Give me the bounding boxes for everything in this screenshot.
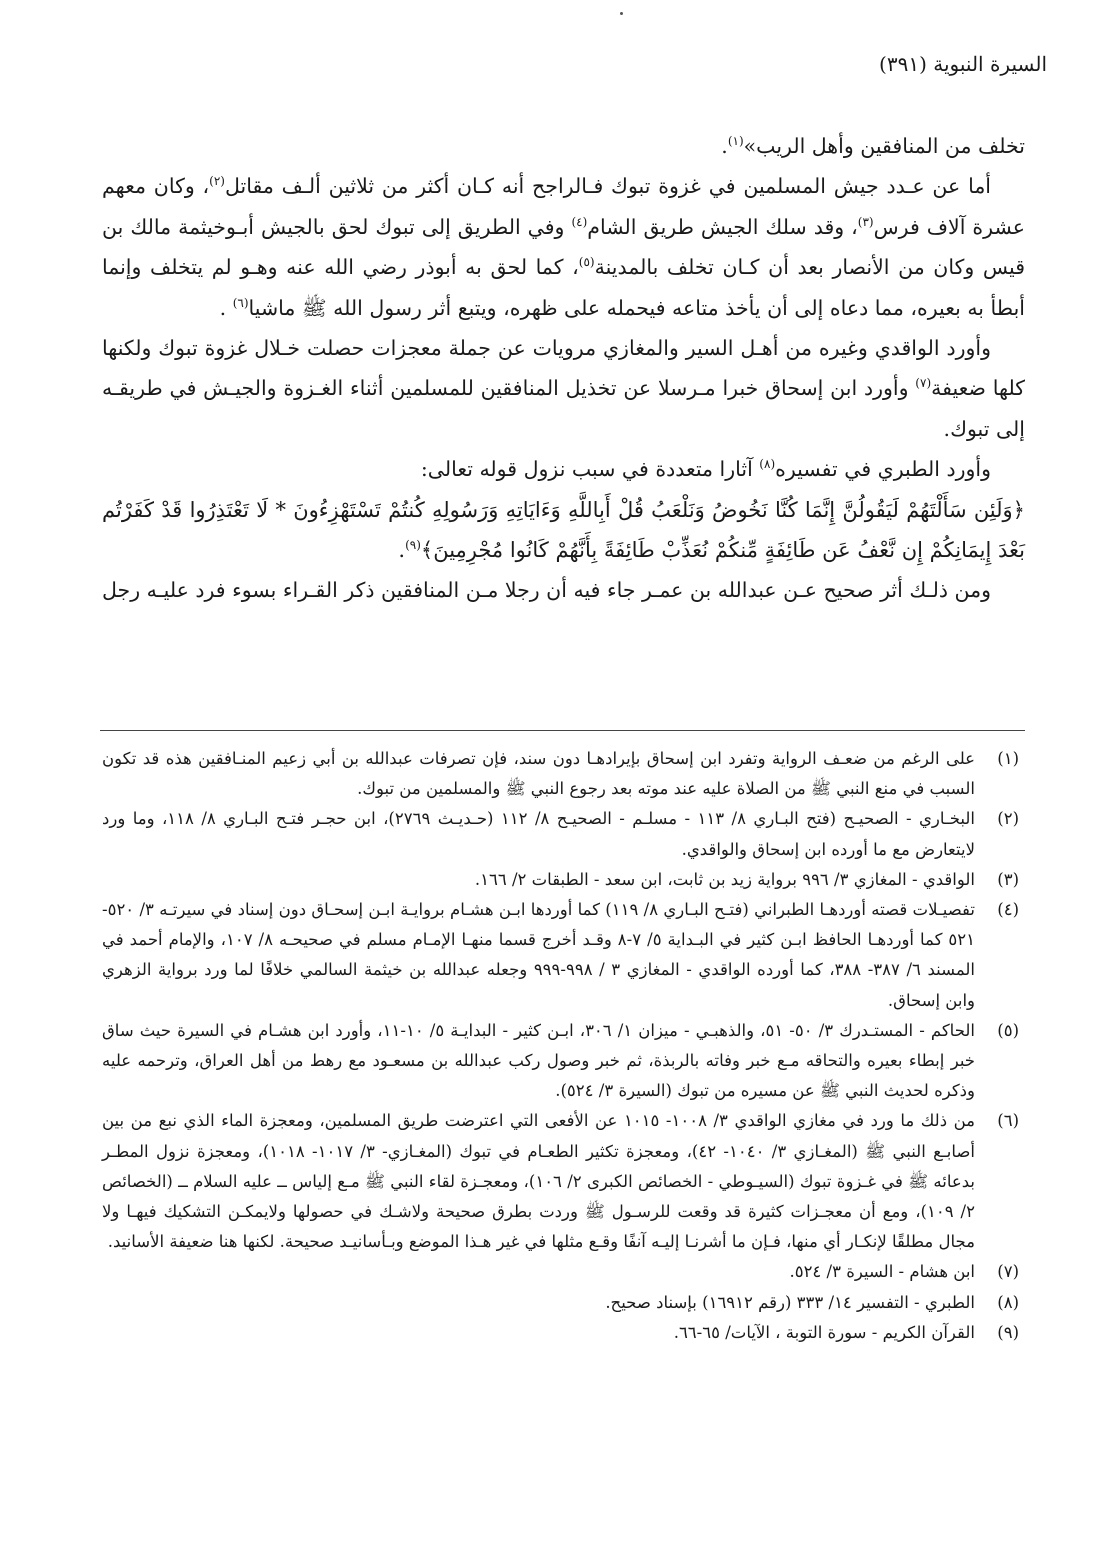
footnote-number: (٧) [997,1262,1019,1282]
footnote-ref[interactable]: (٦) [232,295,249,310]
footnote-text: الواقدي - المغازي ٣/ ٩٩٦ برواية زيد بن ثابت، ابن سعد - الطبقات ٢/ ١٦٦. [474,869,975,889]
running-header: السيرة النبوية (٣٩١) [879,52,1047,76]
paragraph-5: ومن ذلـك أثر صحيح عـن عبدالله بن عمـر جاء فيه أن رجلا مـن المنافقين ذكر القـراء بسوء فرد عليـه رجل [102,578,991,603]
footnote-ref[interactable]: (٢) [209,174,225,189]
footnote-text: القرآن الكريم - سورة التوبة ، الآيات/ ٦٥-٦٦. [673,1322,975,1342]
footnote-text: من ذلك ما ورد في مغازي الواقدي ٣/ ١٠٠٨- ١٠١٥ عن الأفعى التي اعترضت طريق المسلمين، ومعجزة الماء الذي نبع من بين أصابـع النبي ﷺ (المغـازي ٣/ ١٠٤٠- ٤٢)، ومعجزة تكثير الطعـام في تبوك (المغـازي- ٣/ ١٠١٧- ١٠١٨)، ومعجزة نزول المطـر بدعائه ﷺ في غـزوة تبوك (السيـوطي - الخصائص الكبرى ٢/ ١٠٦)، ومعجـزة لقاء النبي ﷺ مـع إلياس ــ عليه السلام ــ (الخصائص ٢/ ١٠٩)، ومع أن معجـزات كثيرة قد وقعت للرسـول ﷺ وردت بطرق صحيحة ولاشـك في حصولها ولايمكـن التشكيك فيهـا ولا مجال مطلقًا لإنكـار أي منها، فـإن ما أشرنـا إليـه آنفًا وقـع مثلها في غير هـذا الموضع وبـأسانيـد صحيحة. لكنها هنا ضعيفة الأسانيد. [102,1111,975,1252]
footnote-ref[interactable]: (٨) [759,457,776,472]
footnote-number: (٩) [997,1322,1019,1342]
footnote-text: على الرغم من ضعـف الرواية وتفرد ابن إسحاق بإيرادهـا دون سند، فإن تصرفات عبدالله بن أبي زعيم المنـافقين هذه قد تكون السبب في منع النبي ﷺ من الصلاة عليه عند موته بعد رجوع النبي ﷺ والمسلمين من تبوك. [102,749,975,799]
quran-verse: ﴿وَلَئِن سَأَلْتَهُمْ لَيَقُولُنَّ إِنَّمَا كُنَّا نَخُوضُ وَنَلْعَبُ قُلْ أَبِاللَّهِ وَءَايَاتِهِ وَرَسُولِهِ كُنتُمْ تَسْتَهْزِءُونَ * لَا تَعْتَذِرُوا قَدْ كَفَرْتُم بَعْدَ إِيمَانِكُمْ إِن نَّعْفُ عَن طَائِفَةٍ مِّنكُمْ نُعَذِّبْ طَائِفَةً بِأَنَّهُمْ كَانُوا مُجْرِمِينَ﴾$^{(٩)}$. [102,497,1025,563]
page-speck [620,12,623,15]
footnote-number: (٣) [997,869,1019,889]
footnote-8 [102,1288,1025,1318]
footnote-2 [102,804,1025,864]
footnote-ref[interactable]: (٣) [857,214,874,229]
footnote-5 [102,1016,1025,1107]
paragraph-4: وأورد الطبري في تفسيره$^{(٨)}$ آثارا متعددة في سبب نزول قوله تعالى: [420,457,991,482]
footnote-text: تفصيـلات قصته أوردهـا الطبراني (فتـح البـاري ٨/ ١١٩) كما أوردها ابـن هشـام بروايـة ابـن إسحـاق دون إسناد في سيرتـه ٣/ ٥٢٠- ٥٢١ كما أوردهـا الحافظ ابـن كثير في البـداية ٥/ ٧-٨ وقـد أخرج قسما منهـا الإمـام مسلم في صحيحـه ٨/ ١٠٧، والإمام أحمد في المسند ٦/ ٣٨٧- ٣٨٨، كما أورده الواقدي - المغازي ٣ / ٩٩٨-٩٩٩ وجعله عبدالله بن خيثمة السالمي خلافًا لما ورد برواية الزهري وابن إسحاق. [102,900,976,1010]
footnote-number: (٢) [997,809,1019,829]
footnote-7 [102,1257,1025,1287]
footnote-text: الحاكم - المستـدرك ٣/ ٥٠- ٥١، والذهبـي - ميزان ١/ ٣٠٦، ابـن كثير - البدايـة ٥/ ١٠-١١، وأورد ابن هشـام في السيرة حيث ساق خبر إبطاء بعيره والتحاقه مـع خبر وفاته بالربذة، ثم خبر وصول ركب عبدالله بن مسعـود مع رهط من أهل العراق، وترحمه عليه وذكره لحديث النبي ﷺ عن مسيره من تبوك (السيرة ٣/ ٥٢٤). [102,1020,975,1101]
footnote-6 [102,1106,1025,1257]
footnote-number: (٤) [997,900,1019,920]
paragraph-2: أما عن عـدد جيش المسلمين في غزوة تبوك فـالراجح أنه كـان أكثر من ثلاثين ألـف مقاتل$^{(٢)}$، وكان معهم عشرة آلاف فرس$^{(٣)}$، وقد سلك الجيش طريق الشام$^{(٤)}$ وفي الطريق إلى تبوك لحق بالجيش أبـوخيثمة مالك بن قيس وكان من الأنصار بعد أن كـان تخلف بالمدينة$^{(٥)}$، كما لحق به أبوذر رضي الله عنه وهـو لم يتخلف وإنما أبطأ به بعيره، مما دعاه إلى أن يأخذ متاعه فيحمله على ظهره، ويتبع أثر رسول الله ﷺ ماشيا$^{(٦)}$ . [102,174,1025,320]
footnote-number: (٥) [997,1020,1019,1040]
footnote-number: (١) [997,749,1019,768]
footnote-ref[interactable]: (٤) [571,214,588,229]
footnote-ref[interactable]: (١) [727,134,744,148]
footnote-number: (٨) [997,1292,1019,1312]
footnote-3 [102,865,1025,895]
footnote-4 [102,895,1025,1016]
paragraph-3: وأورد الواقدي وغيره من أهـل السير والمغازي مرويات عن جملة معجزات حصلت خـلال غزوة تبوك ولكنها كلها ضعيفة$^{(٧)}$ وأورد ابن إسحاق خبرا مـرسلا عن تخذيل المنافقين للمسلمين أثناء الغـزوة والجيـش في طريقـه إلى تبوك. [102,336,1026,441]
footnote-1 [102,744,1025,804]
footnote-ref[interactable]: (٩) [405,538,421,553]
footnote-9 [102,1318,1025,1348]
footnote-ref[interactable]: (٧) [915,376,932,391]
footnotes [102,744,1025,1348]
main-text [102,126,1025,611]
footnote-text: البخـاري - الصحيـح (فتح البـاري ٨/ ١١٣ - مسلـم - الصحيـح ٨/ ١١٢ (حـديـث ٢٧٦٩)، ابن حجـر فتـح البـاري ٨/ ١١٨، وما ورد لايتعارض مع ما أورده ابن إسحاق والواقدي. [102,809,975,859]
paragraph-1: تخلف من المنافقين وأهل الريب»$^{(١)}$. [721,134,1025,158]
footnote-text: الطبري - التفسير ١٤/ ٣٣٣ (رقم ١٦٩١٢) بإسناد صحيح. [605,1292,975,1312]
footnote-divider [100,730,1025,731]
footnote-number: (٦) [997,1111,1019,1131]
footnote-ref[interactable]: (٥) [578,255,595,270]
footnote-text: ابن هشام - السيرة ٣/ ٥٢٤. [789,1262,975,1282]
